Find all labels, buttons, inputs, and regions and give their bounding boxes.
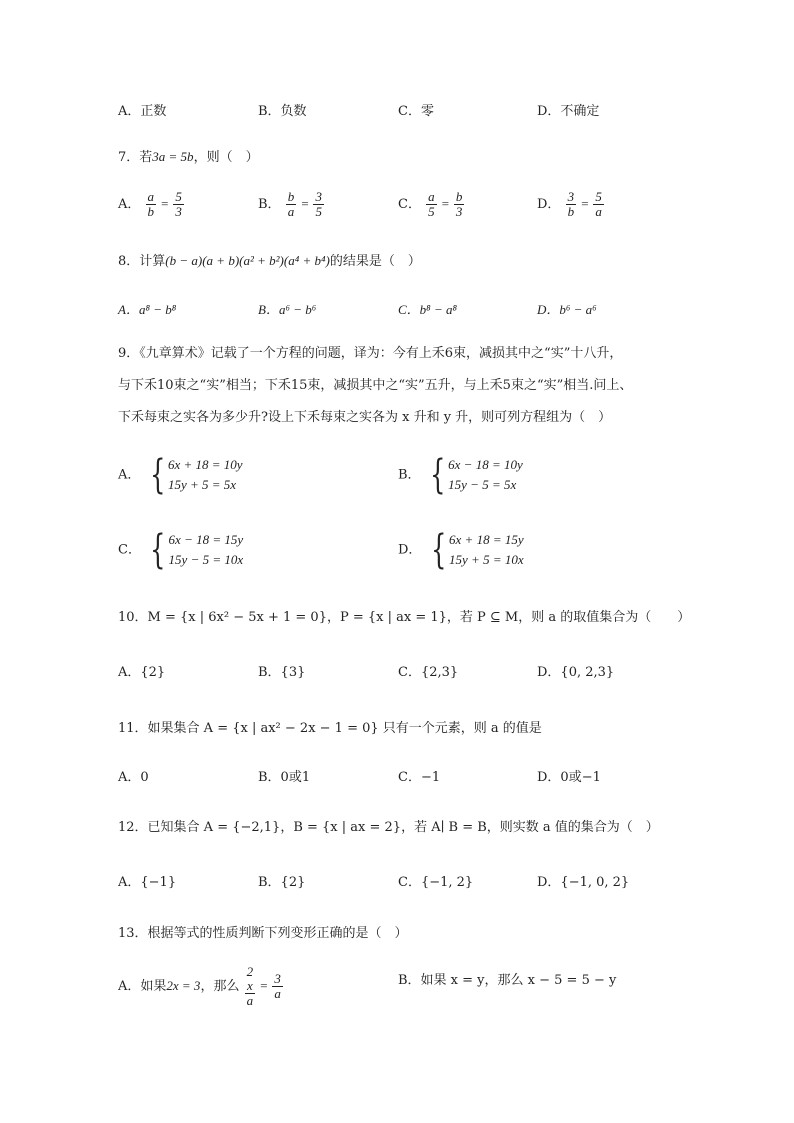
- q12-option-b: B．{2}: [258, 875, 306, 890]
- q13-stem: 13．根据等式的性质判断下列变形正确的是（ ）: [118, 926, 408, 941]
- q9-stem-line3: 下禾每束之实各为多少升?设上下禾每束之实各为 x 升和 y 升，则可列方程组为（ ）: [118, 410, 612, 425]
- q12-stem: 12．已知集合 A = {−2,1}，B = {x | ax = 2}，若 A∣ B = B，则实数 a 值的集合为（ ）: [118, 820, 659, 835]
- q10-option-a: A．{2}: [118, 665, 166, 680]
- q9-stem-line1: 9．《九章算术》记载了一个方程的问题，译为：今有上禾6束，减损其中之“实”十八升，: [118, 346, 623, 361]
- q13-option-a: A．如果2x = 3，那么 2 x a = $\frac{3}{a}$: [118, 964, 281, 1008]
- q9-option-a: A． { 6x + 18 = 10y 15y + 5 = 5x: [118, 452, 243, 498]
- q9-option-b: B． { 6x − 18 = 10y 15y − 5 = 5x: [398, 452, 523, 498]
- q11-option-a: A．0: [118, 770, 149, 785]
- q6-option-d: D．不确定: [537, 104, 600, 119]
- q11-option-d: D．0或−1: [537, 770, 601, 785]
- q10-option-d: D．{0, 2,3}: [537, 665, 615, 680]
- q12-option-a: A．{−1}: [118, 875, 177, 890]
- q7-option-b: B． $\frac{b}{a}$ = $\frac{3}{5}$: [258, 189, 322, 219]
- q9-option-d: D． { 6x + 18 = 15y 15y + 5 = 10x: [398, 527, 524, 573]
- q10-option-c: C．{2,3}: [398, 665, 459, 680]
- q8-option-c: C．b⁸ − a⁸: [398, 302, 457, 317]
- q7-option-a: A． $\frac{a}{b}$ = $\frac{5}{3}$: [118, 189, 182, 219]
- q8-option-a: A．a⁸ − b⁸: [118, 302, 177, 317]
- q9-option-c: C． { 6x − 18 = 15y 15y − 5 = 10x: [118, 527, 244, 573]
- q7-stem: 7．若3a = 5b，则（ ）: [118, 149, 259, 165]
- q13-option-b: B．如果 x = y，那么 x − 5 = 5 − y: [398, 973, 617, 988]
- q6-option-a: A．正数: [118, 104, 167, 119]
- q10-option-b: B．{3}: [258, 665, 306, 680]
- q6-option-b: B．负数: [258, 104, 307, 119]
- q9-stem-line2: 与下禾10束之“实”相当；下禾15束，减损其中之“实”五升，与上禾5束之“实”相当.问上、: [118, 378, 633, 393]
- q8-option-b: B．a⁶ − b⁶: [258, 302, 317, 317]
- q11-stem: 11．如果集合 A = {x | ax² − 2x − 1 = 0} 只有一个元素，则 a 的值是: [118, 721, 542, 736]
- q11-option-b: B．0或1: [258, 770, 311, 785]
- q8-stem: 8．计算(b − a)(a + b)(a² + b²)(a⁴ + b⁴)的结果是（ ）: [118, 253, 421, 269]
- q7-option-d: D． $\frac{3}{b}$ = $\frac{5}{a}$: [537, 189, 602, 219]
- q12-option-c: C．{−1, 2}: [398, 875, 474, 890]
- q11-option-c: C．−1: [398, 770, 441, 785]
- q6-option-c: C．零: [398, 104, 434, 119]
- q8-option-d: D．b⁶ − a⁶: [537, 302, 597, 317]
- q7-option-c: C． $\frac{a}{5}$ = $\frac{b}{3}$: [398, 189, 463, 219]
- q12-option-d: D．{−1, 0, 2}: [537, 875, 630, 890]
- q10-stem: 10．M = {x | 6x² − 5x + 1 = 0}，P = {x | ax = 1}，若 P ⊆ M，则 a 的取值集合为（ ）: [118, 610, 691, 625]
